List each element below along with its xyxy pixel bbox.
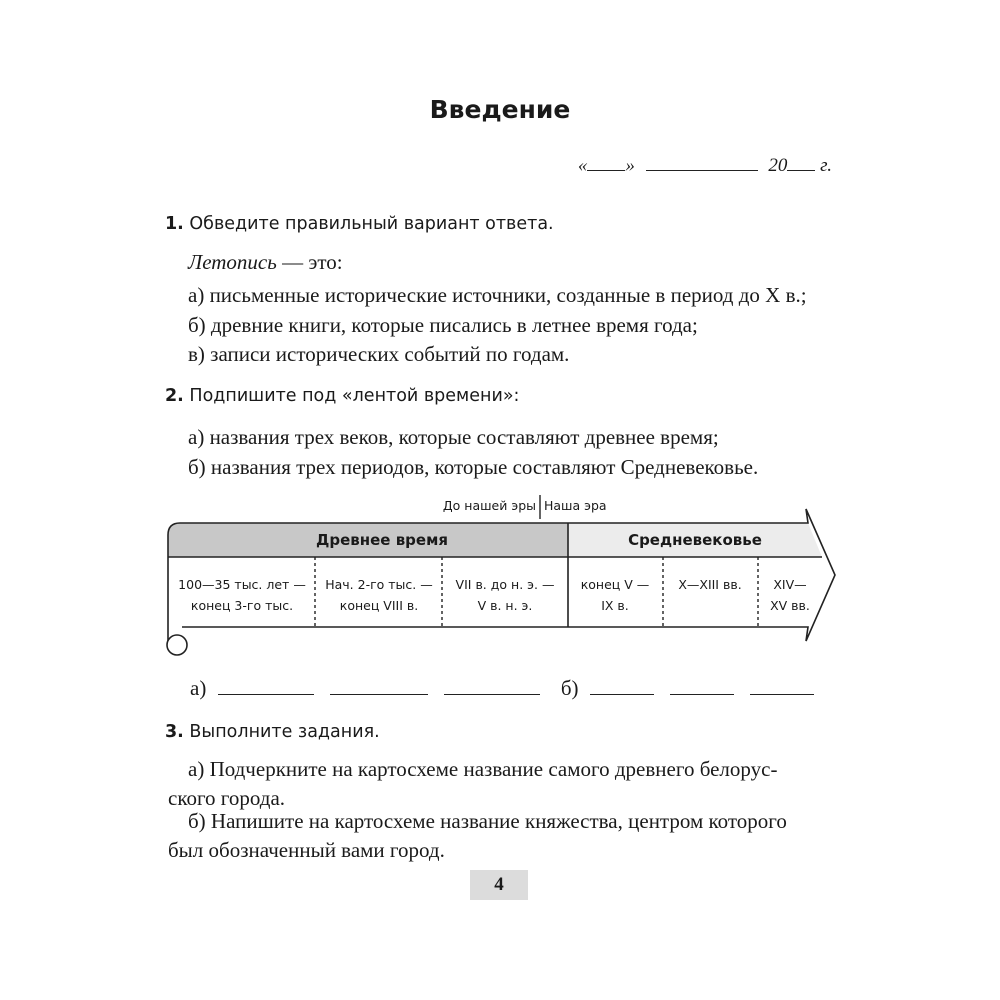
question-3-heading xyxy=(165,722,380,742)
period-cell-1-line-1: 100—35 тыс. лет — xyxy=(178,577,306,592)
q1-option-a[interactable]: а) письменные исторические источники, созданные в период до X в.; xyxy=(188,283,807,307)
question-1-stem xyxy=(188,250,343,275)
answer-a-blank-2[interactable] xyxy=(330,676,428,695)
ribbon-scroll-curl xyxy=(167,635,187,655)
period-cell-4-line-1: конец V — xyxy=(580,577,650,592)
date-line xyxy=(578,155,832,177)
term-definition-lead: — это: xyxy=(276,250,343,274)
answer-b-blank-2[interactable] xyxy=(670,676,734,695)
q1-option-b[interactable]: б) древние книги, которые писались в летнее время года; xyxy=(188,313,698,337)
term-letopis: Летопись xyxy=(188,250,277,274)
ancient-time-label: Древнее время xyxy=(316,531,448,549)
period-cell-2-line-1: Нач. 2-го тыс. — xyxy=(325,577,433,592)
answer-b-blank-3[interactable] xyxy=(750,676,814,695)
q3-item-b-line-2: был обозначенный вами город. xyxy=(168,838,445,862)
question-2-heading xyxy=(165,386,519,406)
question-3-number: 3. xyxy=(165,722,184,742)
question-2-text: Подпишите под «лентой времени»: xyxy=(189,386,520,406)
question-3-text: Выполните задания. xyxy=(189,722,380,742)
year-suffix: г. xyxy=(820,155,832,176)
answer-a-label: а) xyxy=(190,676,207,700)
question-2-number: 2. xyxy=(165,386,184,406)
period-cell-6-line-2: XV вв. xyxy=(770,598,810,613)
middle-ages-label: Средневековье xyxy=(628,531,762,549)
year-blank xyxy=(787,156,815,171)
period-cell-6-line-1: XIV— xyxy=(773,577,807,592)
era-before-label: До нашей эры xyxy=(442,498,536,513)
page-number: 4 xyxy=(470,870,528,900)
answer-b-label: б) xyxy=(560,676,579,700)
question-1-heading xyxy=(165,214,554,234)
period-cell-2-line-2: конец VIII в. xyxy=(339,598,419,613)
period-cell-4-line-2: IX в. xyxy=(601,598,629,613)
period-cell-5-line-1: X—XIII вв. xyxy=(678,577,742,592)
period-cell-3-line-2: V в. н. э. xyxy=(477,598,533,613)
answer-a-blank-3[interactable] xyxy=(444,676,540,695)
era-after-label: Наша эра xyxy=(544,498,607,513)
year-prefix: 20 xyxy=(768,155,788,176)
question-1-number: 1. xyxy=(165,214,184,234)
answer-b-blank-1[interactable] xyxy=(590,676,654,695)
page-title: Введение xyxy=(429,95,571,124)
timeline-ribbon xyxy=(160,495,840,665)
q3-item-a-line-2: ского города. xyxy=(168,786,286,810)
period-cell-1-line-2: конец 3-го тыс. xyxy=(190,598,294,613)
q3-item-a-line-1: а) Подчеркните на картосхеме название самого древнего белорус- xyxy=(188,757,778,781)
month-blank xyxy=(646,156,758,171)
q2-item-b: б) названия трех периодов, которые составляют Средневековье. xyxy=(188,455,759,479)
q3-item-b-line-1: б) Напишите на картосхеме название княжества, центром которого xyxy=(188,809,787,833)
answer-a-blank-1[interactable] xyxy=(218,676,314,695)
date-close-quote: » xyxy=(625,155,635,176)
question-1-text: Обведите правильный вариант ответа. xyxy=(189,214,554,234)
day-blank xyxy=(587,156,625,171)
period-cell-3-line-1: VII в. до н. э. — xyxy=(455,577,555,592)
q1-option-c[interactable]: в) записи исторических событий по годам. xyxy=(188,342,570,366)
date-open-quote: « xyxy=(577,155,588,176)
timeline-answer-row xyxy=(190,676,814,701)
q2-item-a: а) названия трех веков, которые составляют древнее время; xyxy=(188,425,719,449)
